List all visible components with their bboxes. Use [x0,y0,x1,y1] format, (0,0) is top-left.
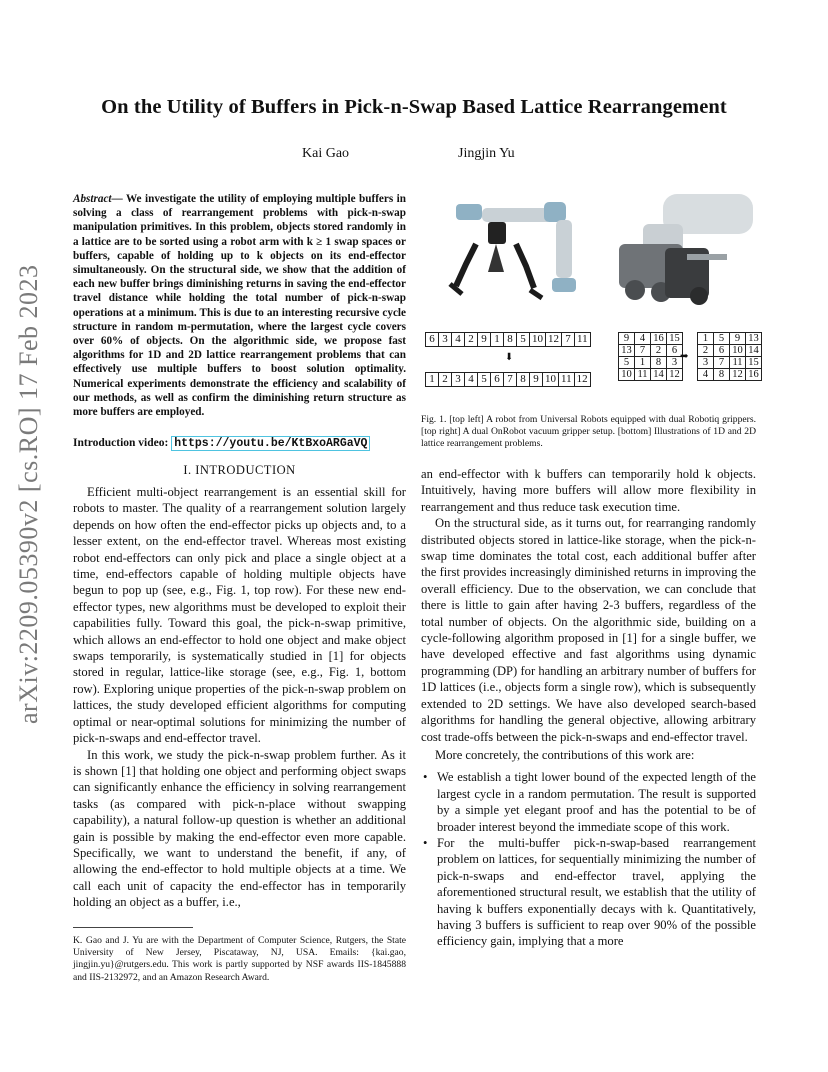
figure-caption: Fig. 1. [top left] A robot from Universal Robots equipped with dual Robotiq grippers. [top right] A dual OnRobot vacuum gripper setup. [bottom] Illustrations of 1D and 2D lattice rearrangement problems. [421,414,756,450]
cell: 8 [504,333,517,347]
arxiv-stamp: arXiv:2209.05390v2 [cs.RO] 17 Feb 2023 [14,264,43,724]
abstract [73,192,406,419]
right-column-body [421,466,756,950]
cell: 14 [746,345,762,357]
cell: 5 [619,357,635,369]
cell: 3 [439,333,452,347]
cell: 11 [575,333,591,347]
lattice-2d-goal [697,332,762,381]
lattice-1d-goal [425,372,591,387]
cell: 1 [426,373,439,387]
cell: 5 [517,333,530,347]
cell: 2 [465,333,478,347]
cell: 7 [635,345,651,357]
cell: 4 [698,369,714,381]
cell: 8 [714,369,730,381]
cell: 4 [635,333,651,345]
contribution-list [421,769,756,949]
cell: 8 [651,357,667,369]
left-column-body [73,484,406,911]
cell: 15 [746,357,762,369]
cell: 5 [714,333,730,345]
robot-photo-right [603,194,753,314]
cell: 3 [698,357,714,369]
cell: 7 [714,357,730,369]
cell: 13 [746,333,762,345]
cell: 9 [478,333,491,347]
cell: 15 [667,333,683,345]
cell: 9 [530,373,543,387]
cell: 10 [543,373,559,387]
cell: 8 [517,373,530,387]
cell: 10 [530,333,546,347]
cell: 5 [478,373,491,387]
cell: 2 [698,345,714,357]
lattice-2d-start [618,332,683,381]
cell: 12 [546,333,562,347]
contribution-item: • We establish a tight lower bound of the expected length of the largest cycle in a random permutation. The result is supported by a simple yet elegant proof and has the potential to be of broader interest beyond the immediate scope of this work. [421,769,756,835]
lattice-1d-start [425,332,591,347]
cell: 6 [426,333,439,347]
cell: 10 [619,369,635,381]
cell: 12 [667,369,683,381]
author-2: Jingjin Yu [458,146,515,161]
cell: 14 [651,369,667,381]
cell: 1 [635,357,651,369]
right-paragraph-3: More concretely, the contributions of this work are: [435,747,695,762]
intro-video-link[interactable]: https://youtu.be/KtBxoARGaVQ [171,436,370,451]
cell: 2 [651,345,667,357]
cell: 2 [439,373,452,387]
cell: 13 [619,345,635,357]
cell: 12 [730,369,746,381]
cell: 6 [491,373,504,387]
cell: 11 [730,357,746,369]
left-paragraph-2: In this work, we study the pick-n-swap problem further. As it is shown [1] that holding one object and performing object swaps can significantly enhance the efficiency in solving rearrangement tasks (as compared with pick-n-place without swapping capability), a natural follow-up question is whether an additional gain is possible by making the end-effector even more capable. Specifically, we want to understand the benefit, if any, of allowing the end-effector to hold multiple objects at a time. We call each unit of capacity the end-effector has in temporarily holding an object as a buffer, i.e., [73,747,406,910]
cell: 9 [619,333,635,345]
cell: 11 [559,373,575,387]
cell: 16 [746,369,762,381]
cell: 10 [730,345,746,357]
cell: 1 [698,333,714,345]
arrow-right-icon: ➡ [680,351,689,362]
left-paragraph-1: Efficient multi-object rearrangement is an essential skill for robots to master. The quality of a rearrangement solution largely depends on how often the end-effector picks up objects and, to a lesser extent, on the end-effector travel. Whereas most existing robot end-effectors can only pick and place a single object at a time, end-effectors capable of holding multiple objects have begun to pop up (see, e.g., Fig. 1, top row). For these new end-effector types, new algorithms must be developed to exploit their capabilities fully. Toward this goal, the pick-n-swap primitive, which allows an end-effector to hold one object and make object swaps temporarily, is systematically studied in [1] for objects stored in regular, lattice-like storage (see, e.g., Fig. 1, bottom row). Exploring unique properties of the pick-n-swap problem on lattices, the study developed efficient algorithms for computing optimal or near-optimal solutions for minimizing the number of pick-n-swaps and end-effector travel. [73,485,406,746]
cell: 4 [452,333,465,347]
cell: 7 [504,373,517,387]
cell: 1 [491,333,504,347]
footnote: K. Gao and J. Yu are with the Department of Computer Science, Rutgers, the State University of New Jersey, Piscataway, NJ, USA. Emails: {kai.gao, jingjin.yu}@rutgers.edu. This work is partly supported by NSF awards IIS-1845888 and IIS-2132972, and an Amazon Research Award. [73,935,406,983]
cell: 6 [714,345,730,357]
cell: 12 [574,373,590,387]
author-1: Kai Gao [302,146,350,161]
cell: 3 [667,357,683,369]
section-heading: I. INTRODUCTION [183,463,296,477]
intro-video-label: Introduction video: [73,437,172,449]
contribution-item: • For the multi-buffer pick-n-swap-based rearrangement problem on lattices, for sequentially minimizing the number of pick-n-swaps and end-effector travel, applying the aforementioned structural result, we establish that the utility of having k buffers exponentially decays with k. Quantitatively, having 3 buffers is sufficient to reap over 90% of the possible efficiency gain, implying that a more [421,835,756,950]
robot-photo-left [426,194,606,314]
cell: 11 [635,369,651,381]
abstract-label: Abstract [73,193,112,205]
arrow-down-icon: ⬇ [505,352,514,363]
cell: 16 [651,333,667,345]
right-paragraph-1: an end-effector with k buffers can temporarily hold k objects. Intuitively, having more buffers will allow more flexibility in rearrangement and thus reduce task execution time. [421,467,756,514]
cell: 6 [667,345,683,357]
cell: 9 [730,333,746,345]
cell: 7 [562,333,575,347]
footnote-rule [73,927,193,928]
right-paragraph-2: On the structural side, as it turns out, for rearranging randomly distributed objects stored in lattice-like storage, when the pick-n-swap time dominates the total cost, each additional buffer after the first provides increasingly diminished returns in improving the overall efficiency. Due to the observation, we can conclude that there is little to gain after having 2-3 buffers, regardless of the total number of objects. On the algorithmic side, building on a cycle-following algorithm proposed in [1] for a single buffer, we have developed effective and fast algorithms using dynamic programming (DP) for handling an arbitrary number of buffers for 1D lattices (i.e., objects form a single row), which is subsequently extended to 2D settings. We have also developed search-based algorithms for handling the general objective, allowing arbitrary cost trade-offs between the pick-n-swaps and end-effector travel. [421,516,756,744]
cell: 4 [465,373,478,387]
intro-video-line [73,437,406,450]
figure-1 [421,194,759,412]
paper-title: On the Utility of Buffers in Pick-n-Swap Based Lattice Rearrangement [101,96,727,118]
cell: 3 [452,373,465,387]
abstract-text: — We investigate the utility of employing multiple buffers in solving a class of rearrangement problems with pick-n-swap manipulation primitives. In this problem, objects stored randomly in a lattice are to be sorted using a robot arm with k ≥ 1 swap spaces or buffers, capable of holding up to k objects on its end-effector simultaneously. On the structural side, we show that the addition of each new buffer brings diminishing returns in saving the end-effector travel distance while holding the total number of pick-n-swap operations at a minimum. This is due to an interesting recursive cycle structure in random m-permutation, where the largest cycle covers over 60% of objects. On the algorithmic side, we propose fast algorithms for 1D and 2D lattice rearrangement problems that can effectively use multiple buffers to boost solution optimality. Numerical experiments demonstrate the efficiency and scalability of our methods, as well as confirm the diminishing return structure as more buffers are employed. [73,193,406,419]
